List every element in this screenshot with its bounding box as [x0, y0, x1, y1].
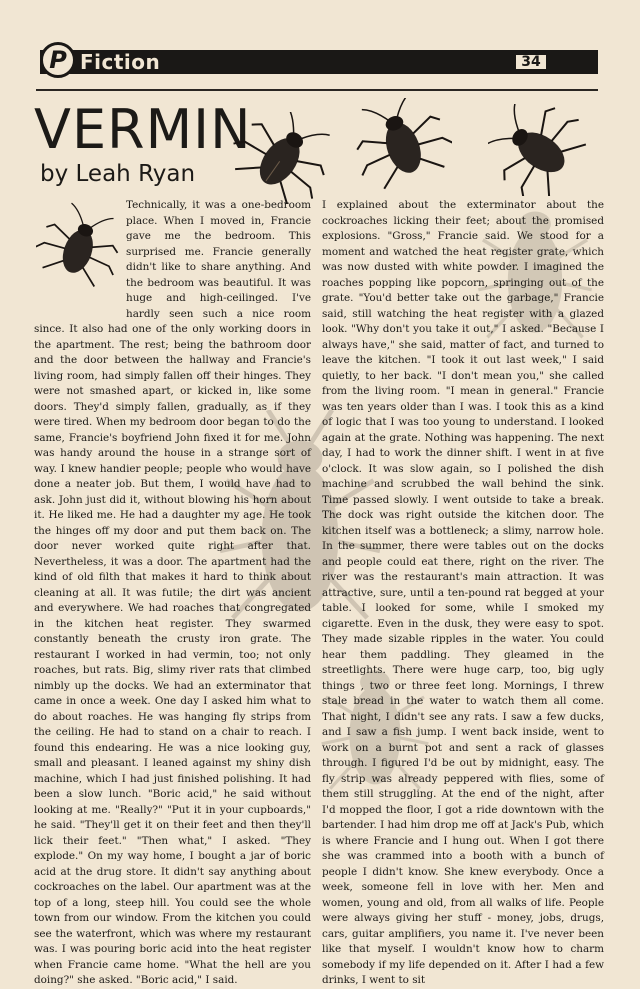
section-label: Fiction	[80, 50, 161, 74]
illustration-space	[34, 198, 126, 322]
magazine-logo	[40, 42, 76, 78]
cockroach-icon	[352, 98, 452, 190]
page-number: 34	[514, 53, 548, 71]
article-column-right	[322, 198, 604, 989]
cockroach-icon	[232, 112, 332, 204]
article-title: VERMIN	[34, 98, 252, 161]
article-column-left	[34, 198, 311, 989]
header-rule	[36, 89, 598, 91]
cockroach-icon	[488, 104, 588, 196]
article-byline: by Leah Ryan	[40, 161, 196, 187]
article-paragraph: Technically, it was a one-bedroom place. When I moved in, Francie gave me the bedroom. This surprised me. Francie generally didn't like to share anything. And the bedroom was beautiful. It was huge and high-ceilinged. I've hardly seen such a nice room since. It also had one of the only working doors in the apartment. The rest; being the bathroom door and the door between the hallway and Francie's living room, had simply fallen off their hinges. They were not smashed apart, or kicked in, like some doors. They'd simply fallen, gradually, as if they were tired. When my bedroom door began to do the same, Francie's boyfriend John fixed it for me. John was handy around the house in a strange sort of way. I knew handier people; people who would have done a neater job. But them, I would have had to ask. John just did it, without blowing his horn about it. He liked me. He had a daughter my age. He took the hinges off my door and put them back on. The door never worked quite right after that. Nevertheless, it was a door. The apartment had the kind of old filth that makes it hard to think about cleaning at all. It was futile; the dirt was ancient and everywhere. We had roaches that congregated in the kitchen heat register. They swarmed constantly beneath the crusty iron grate. The restaurant I worked in had vermin, too; not only roaches, but rats. Big, slimy river rats that climbed nimbly up the docks. We had an exterminator that came in once a week. One day I asked him what to do about roaches. He was hanging fly strips from the ceiling. He had to stand on a chair to reach. I found this endearing. He was a nice looking guy, small and pleasant. I leaned against my shiny dish machine, which I had just finished polishing. It had been a slow lunch. "Boric acid," he said without looking at me. "Really?" "Put it in your cupboards," he said. "They'll get it on their feet and then they'll lick their feet." "Then what," I asked. "They explode." On my way home, I bought a jar of boric acid at the drug store. It didn't say anything about cockroaches on the label. Our apartment was at the top of a long, steep hill. You could see the whole town from our window. From the kitchen you could see the waterfront, which was where my restaurant was. I was pouring boric acid into the heat register when Francie came home. "What the hell are you doing?" she asked. "Boric acid," I said.	[34, 199, 311, 986]
article-paragraph: I explained about the exterminator about the cockroaches licking their feet; about the promised explosions. "Gross," Francie said. We stood for a moment and watched the heat register grate, which was now dusted with white powder. I imagined the roaches popping like popcorn, springing out of the grate. "You'd better take out the garbage," Francie said, still watching the heat register with a glazed look. "Why don't you take it out," I asked. "Because I always have," she said, matter of fact, and turned to leave the kitchen. "I took it out last week," I said quietly, to her back. "I don't mean you," she called from the living room. "I mean in general." Francie was ten years older than I was. I took this as a kind of logic that I was too young to understand. I looked again at the grate. Nothing was happening. The next day, I had to work the dinner shift. I went in at five o'clock. It was slow again, so I polished the dish machine and scrubbed the wall behind the sink. Time passed slowly. I went outside to take a break. The dock was right outside the kitchen door. The kitchen itself was a bottleneck; a slimy, narrow hole. In the summer, there were tables out on the docks and people could eat there, right on the river. The river was the restaurant's main attraction. It was attractive, sure, until a ten-pound rat begged at your table. I looked for some, while I smoked my cigarette. Even in the dusk, they were easy to spot. They made sizable ripples in the water. You could hear them paddling. They gleamed in the streetlights. There were huge carp, too, big ugly things , two or three feet long. Mornings, I threw stale bread in the water to watch them all come. That night, I didn't see any rats. I saw a few ducks, and I saw a fish jump. I went back inside, went to work on a burnt pot and sent a rack of glasses through. I figured I'd be out by midnight, easy. The fly strip was already peppered with flies, some of them still struggling. At the end of the night, after I'd mopped the floor, I got a ride downtown with the bartender. I had him drop me off at Jack's Pub, which is where Francie and I hung out. When I got there she was crammed into a booth with a bunch of people I didn't know. She knew everybody. Once a week, someone fell in love with her. Men and women, young and old, from all walks of life. People were always giving her stuff - money, jobs, drugs, cars, guitar amplifiers, you name it. I've never been like that myself. I wouldn't know how to charm somebody if my life depended on it. After I had a few drinks, I went to sit	[322, 199, 604, 986]
logo-letter: P	[49, 46, 67, 74]
